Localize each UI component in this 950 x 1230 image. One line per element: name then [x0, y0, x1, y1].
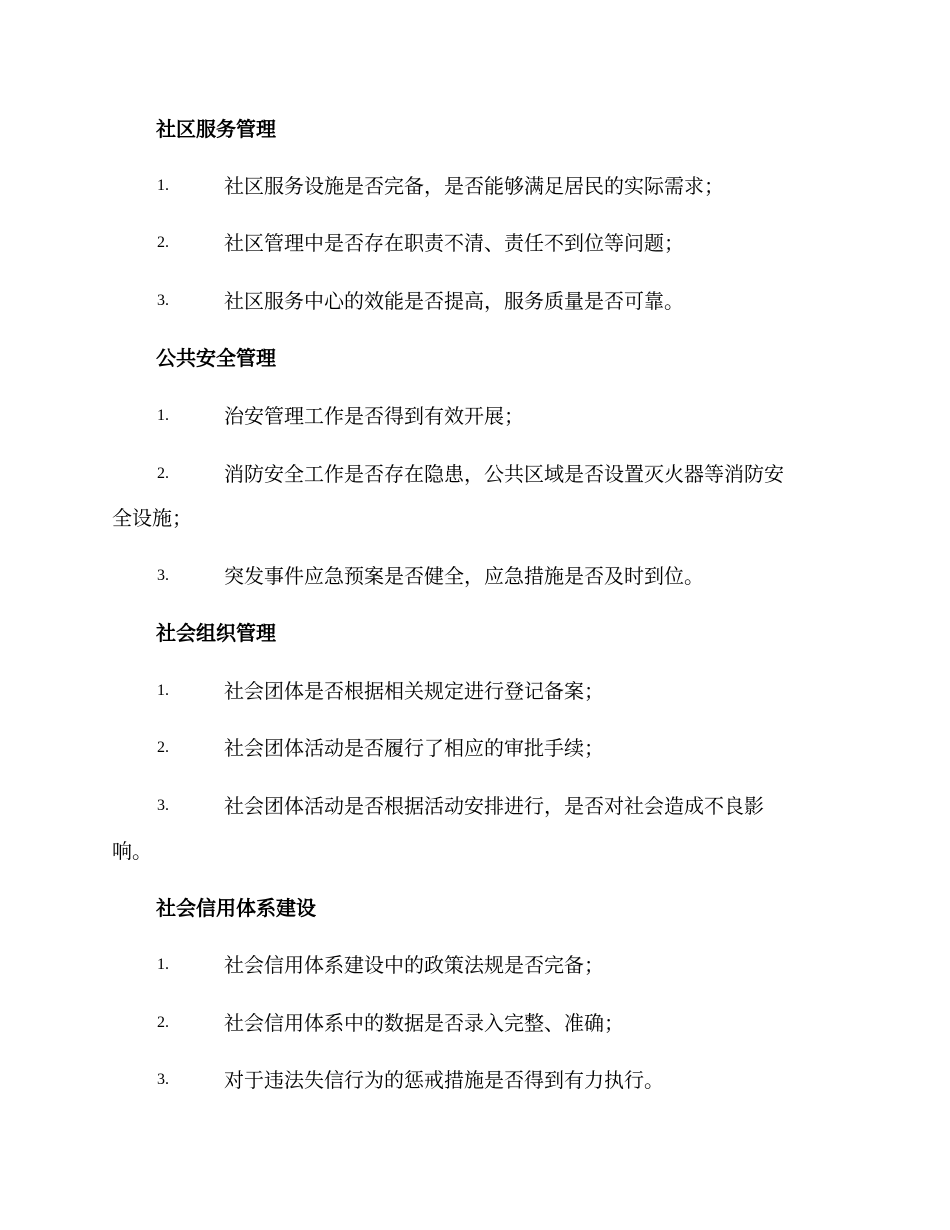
item-text: 社区管理中是否存在职责不清、责任不到位等问题；: [224, 231, 684, 255]
item-number: 3.: [157, 797, 169, 814]
item-number: 2.: [157, 1014, 169, 1031]
item-text: 突发事件应急预案是否健全，应急措施是否及时到位。: [224, 564, 704, 588]
item-text: 社会团体是否根据相关规定进行登记备案；: [224, 679, 604, 703]
section-heading: 社会信用体系建设: [156, 896, 316, 920]
item-text-continuation: 响。: [112, 839, 152, 863]
item-number: 3.: [157, 292, 169, 309]
item-text: 社会团体活动是否履行了相应的审批手续；: [224, 736, 604, 760]
item-number: 1.: [157, 682, 169, 699]
item-number: 3.: [157, 567, 169, 584]
item-text: 社会信用体系中的数据是否录入完整、准确；: [224, 1011, 624, 1035]
item-number: 1.: [157, 177, 169, 194]
section-heading: 社区服务管理: [156, 117, 276, 141]
section-heading: 公共安全管理: [156, 346, 276, 370]
item-number: 2.: [157, 739, 169, 756]
item-text: 社区服务设施是否完备，是否能够满足居民的实际需求；: [224, 174, 724, 198]
item-number: 2.: [157, 234, 169, 251]
item-text: 社会信用体系建设中的政策法规是否完备；: [224, 953, 604, 977]
item-number: 2.: [157, 465, 169, 482]
item-text: 消防安全工作是否存在隐患，公共区域是否设置灭火器等消防安: [224, 462, 784, 486]
item-text: 对于违法失信行为的惩戒措施是否得到有力执行。: [224, 1068, 664, 1092]
item-text-continuation: 全设施；: [112, 506, 192, 530]
section-heading: 社会组织管理: [156, 621, 276, 645]
item-text: 治安管理工作是否得到有效开展；: [224, 404, 524, 428]
item-number: 1.: [157, 956, 169, 973]
item-text: 社会团体活动是否根据活动安排进行，是否对社会造成不良影: [224, 794, 764, 818]
item-text: 社区服务中心的效能是否提高，服务质量是否可靠。: [224, 289, 684, 313]
item-number: 3.: [157, 1071, 169, 1088]
item-number: 1.: [157, 407, 169, 424]
